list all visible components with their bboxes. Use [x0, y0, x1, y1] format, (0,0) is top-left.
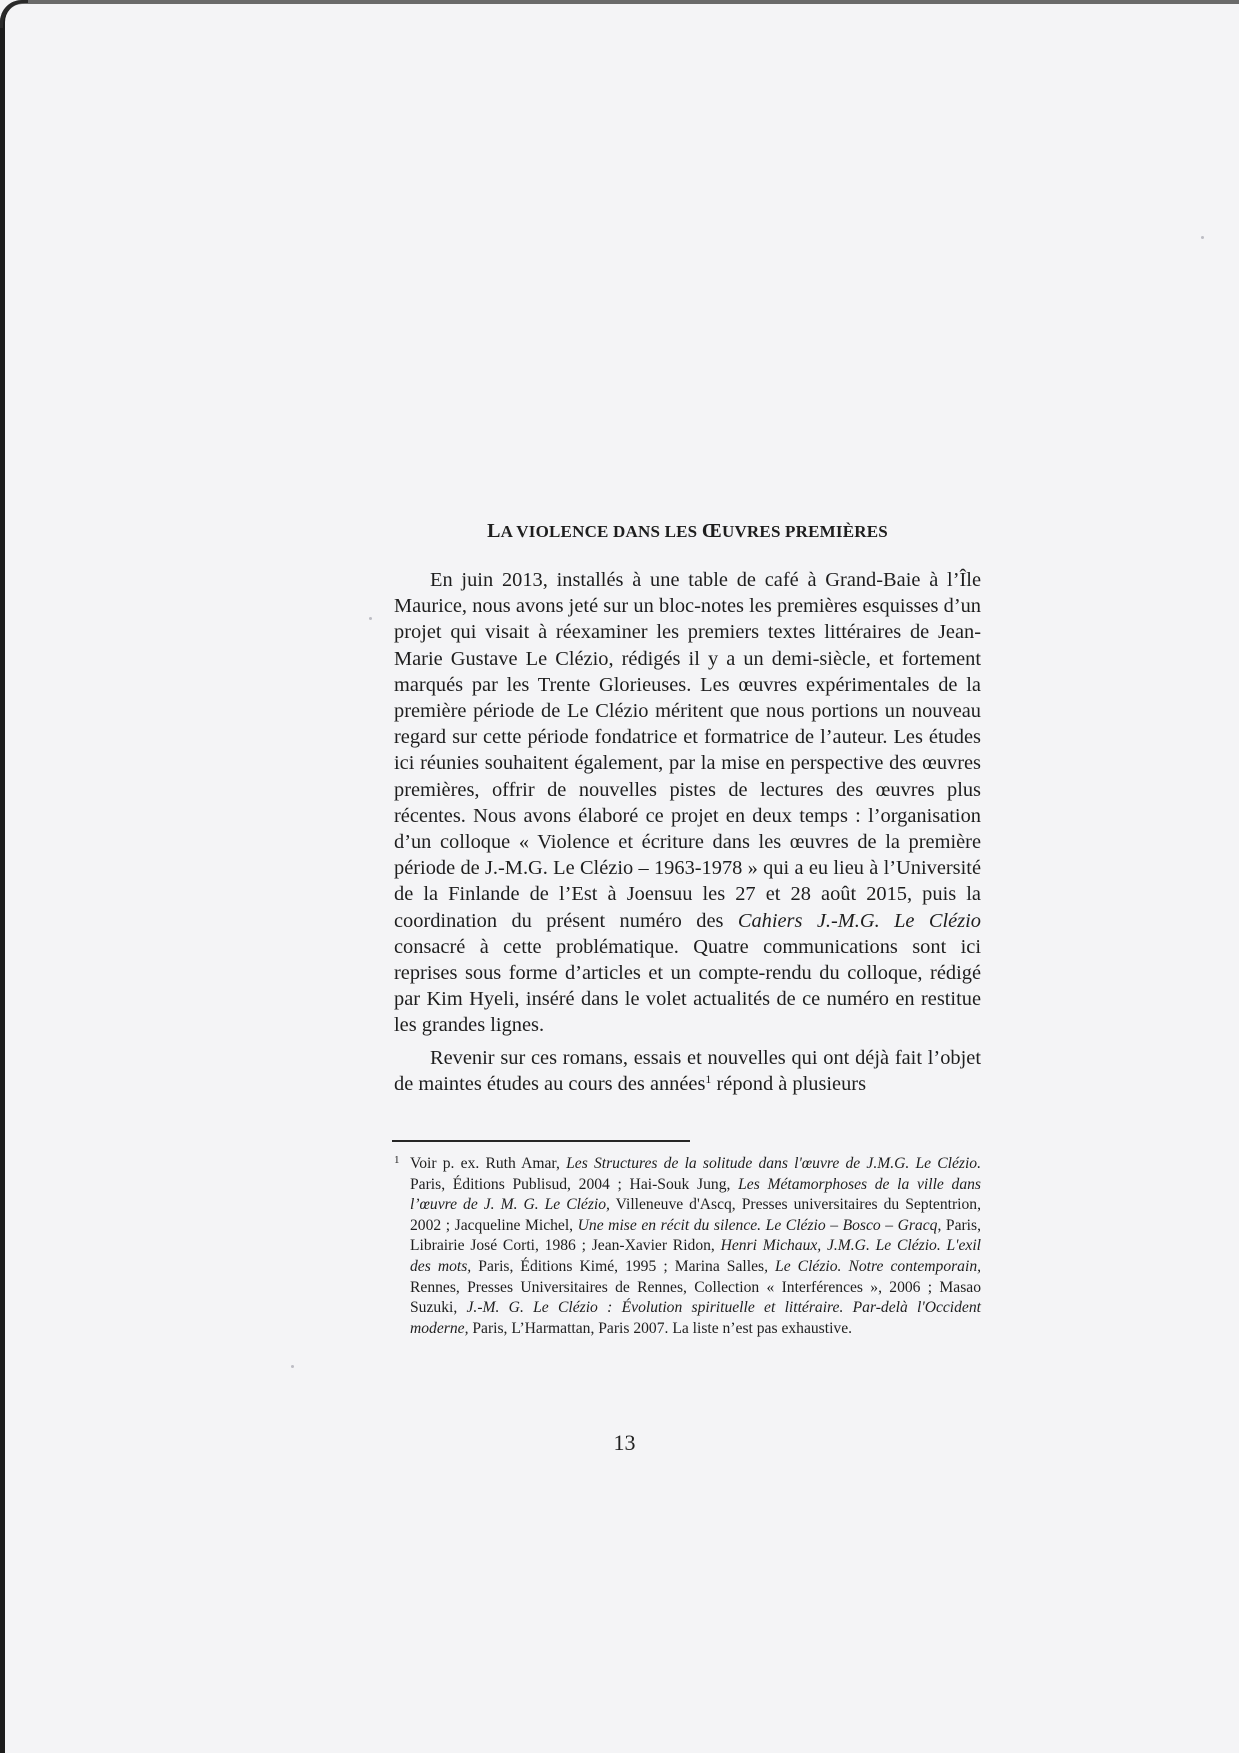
- title-initial: L: [487, 520, 501, 542]
- italic-text: , Le Clézio. Notre contemporain,: [764, 1258, 982, 1276]
- italic-text: Une mise en récit du silence. Le Clézio – Bosco – Gracq: [577, 1216, 938, 1234]
- scan-speck: [369, 617, 372, 620]
- footnote-separator: [392, 1140, 690, 1142]
- body-paragraph: [394, 567, 981, 1039]
- chapter-title: [394, 520, 981, 543]
- text-run: répond à plusieurs: [711, 1072, 867, 1095]
- title-ligature: Œ: [701, 520, 722, 542]
- text-run: Revenir sur ces romans, essais et nouvelles qui ont déjà fait l’objet de maintes études au cours des années: [394, 1046, 981, 1095]
- italic-text: Les Métamorphoses de la ville dans l’œuvre de J. M. G. Le Clézio,: [410, 1175, 982, 1214]
- text-run: Villeneuve d'Ascq, Presses universitaires du Septentrion, 2002 ; Jacqueline Michel,: [410, 1196, 981, 1234]
- text-run: Paris, Éditions Publisud, 2004 ; Hai-Souk Jung,: [410, 1175, 739, 1193]
- text-run: Voir p. ex. Ruth Amar,: [410, 1155, 567, 1173]
- text-run: En juin 2013, installés à une table de café à Grand-Baie à l’Île Maurice, nous avons jeté sur un bloc-notes les premières esquisses d’un projet qui visait à réexaminer les premiers textes littéraires de Jean-Marie Gustave Le Clézio, rédigés il y a un demi-siècle, et fortement marqués par les Trente Glorieuses. Les œuvres expérimentales de la première période de Le Clézio méritent que nous portions un nouveau regard sur cette période fondatrice et formatrice de l’auteur. Les études ici réunies souhaitent également, par la mise en perspective des œuvres premières, offrir de nouvelles pistes de lectures des œuvres plus récentes. Nous avons élaboré ce projet en deux temps : l’organisation d’un colloque « Violence et écriture dans les œuvres de la première période de J.-M.G. Le Clézio – 1963-1978 » qui a eu lieu à l’Université de la Finlande de l’Est à Joensuu les 27 et 28 août 2015, puis la coordination du présent numéro des: [394, 569, 981, 932]
- footnote: 1 Voir p. ex. Ruth Amar, Les Structures de la solitude dans l'œuvre de J.M.G. Le Clézio. Paris, Éditions Publisud, 2004 ; Hai-Souk Jung, Les Métamorphoses de la ville dans l’œuvre de J. M. G. Le Clézio, Villeneuve d'Ascq, Presses universitaires du Septentrion, 2002 ; Jacqueline Michel, Une mise en récit du silence. Le Clézio – Bosco – Gracq, Paris, Librairie José Corti, 1986 ; Jean-Xavier Ridon, Henri Michaux, J.M.G. Le Clézio. L'exil des mots, Paris, Éditions Kimé, 1995 ; Marina Salles, Le Clézio. Notre contemporain, Rennes, Presses Universitaires de Rennes, Collection « Interférences », 2006 ; Masao Suzuki, J.-M. G. Le Clézio : Évolution spirituelle et littéraire. Par-delà l'Occident moderne, Paris, L’Harmattan, Paris 2007. La liste n’est pas exhaustive.: [394, 1154, 982, 1337]
- text-run: Paris, L’Harmattan, Paris 2007. La liste n’est pas exhaustive.: [468, 1319, 853, 1337]
- italic-text: Les Structures de la solitude dans l'œuvre de J.M.G. Le Clézio.: [566, 1155, 982, 1173]
- title-part: A VIOLENCE DANS LES: [500, 522, 702, 541]
- scan-speck: [1201, 236, 1204, 239]
- body-paragraph: [394, 1045, 981, 1097]
- italic-text: Henri Michaux, J.M.G. Le Clézio. L'exil des mots,: [410, 1237, 982, 1276]
- body-text: [394, 567, 981, 1097]
- page-number: 13: [613, 1430, 636, 1455]
- scan-border-corner: [0, 0, 28, 28]
- footnote-reference: 1: [705, 1071, 712, 1086]
- italic-text: Cahiers J.-M.G. Le Clézio: [737, 909, 981, 932]
- scan-speck: [291, 1365, 294, 1368]
- text-run: Paris, Éditions Kimé, 1995 ; Marina Salles: [471, 1258, 765, 1276]
- text-column: [394, 520, 981, 1339]
- text-run: , Paris, Librairie José Corti, 1986 ; Jean-Xavier Ridon,: [410, 1216, 981, 1255]
- text-run: Rennes, Presses Universitaires de Rennes, Collection « Interférences », 2006 ; Masao Suzuki,: [410, 1278, 981, 1317]
- text-run: consacré à cette problématique. Quatre communications sont ici reprises sous forme d’articles et un compte-rendu du colloque, rédigé par Kim Hyeli, inséré dans le volet actualités de ce numéro en restitue les grandes lignes.: [394, 935, 981, 1037]
- italic-text: J.-M. G. Le Clézio : Évolution spirituelle et littéraire. Par-delà l'Occident moderne,: [410, 1299, 981, 1337]
- title-part: UVRES PREMIÈRES: [721, 522, 888, 541]
